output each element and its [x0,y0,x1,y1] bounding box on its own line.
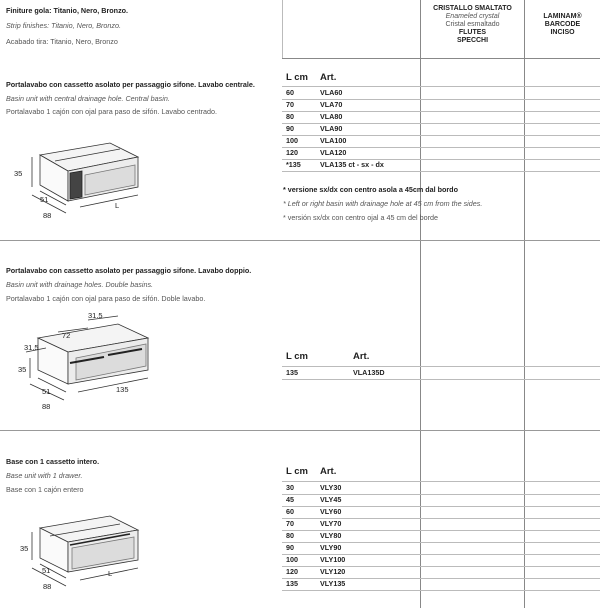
row-length: *135 [286,160,301,169]
section3-dim-h: 35 [20,544,29,553]
section2-dim-l: 135 [116,385,129,394]
section3-col-art: Art. [320,466,337,477]
table-row [286,542,600,554]
row-article: VLA100 [320,136,347,145]
table-row [286,506,600,518]
section2-title-en: Basin unit with drainage holes. Double basins. [6,280,154,289]
header-left-rule [282,0,283,58]
section2-dim-left: 31.5 [24,343,39,352]
finish-title-es: Acabado tira: Titanio, Nero, Bronzo [6,37,118,46]
table-row [286,123,600,135]
row-article: VLA80 [320,112,343,121]
cristallo-en: Enameled crystal [445,13,500,20]
section1-col-l: L cm [286,72,309,83]
row-article: VLY80 [320,531,342,540]
row-article: VLA70 [320,100,343,109]
row-article: VLY100 [320,555,346,564]
inciso-label: INCISO [550,29,575,36]
section2-dim-w: 88 [42,402,51,411]
row-length: 80 [286,531,294,540]
row-length: 60 [286,507,294,516]
section2-title: Portalavabo con cassetto asolato per passaggio sifone. Lavabo doppio. [6,266,252,275]
section2-col-art: Art. [353,351,370,362]
row-rule [282,590,600,591]
table-row [286,566,600,578]
section1-dim-h: 35 [14,169,23,178]
table-row [286,147,600,159]
section1-col-art: Art. [320,72,337,83]
row-article: VLY60 [320,507,342,516]
table-row [286,99,600,111]
row-article: VLY90 [320,543,342,552]
section3-drawing [10,510,145,605]
section2-drawing [8,308,158,418]
row-length: 90 [286,543,294,552]
row-rule [282,171,600,172]
section3-title-en: Base unit with 1 drawer. [6,471,83,480]
section1-dim-l: L [115,201,120,210]
section2-dim-d: 51 [42,387,51,396]
row-rule [282,379,600,380]
table-row [286,135,600,147]
row-article: VLA90 [320,124,343,133]
row-length: 60 [286,88,294,97]
flutes-label: FLUTES [458,29,487,36]
section3-col-l: L cm [286,466,309,477]
table-row [286,367,600,379]
barcode-label: BARCODE [544,21,581,28]
section3-dim-d: 51 [42,566,51,575]
section1-note-es: * versión sx/dx con centro ojal a 45 cm del borde [283,213,439,222]
table-row [286,159,600,171]
row-article: VLA135 ct - sx - dx [320,160,384,169]
row-article: VLY45 [320,495,342,504]
section1-drawing [10,135,145,230]
row-article: VLY30 [320,483,342,492]
row-length: 70 [286,519,294,528]
row-length: 120 [286,567,298,576]
section-divider-1 [0,240,600,241]
row-length: 30 [286,483,294,492]
row-length: 45 [286,495,294,504]
section1-dim-d: 51 [40,195,49,204]
row-article: VLA120 [320,148,347,157]
header-cristallo [421,5,524,45]
row-length: 135 [286,368,298,377]
row-article: VLY70 [320,519,342,528]
cristallo-label: CRISTALLO SMALTATO [433,5,512,12]
row-length: 135 [286,579,298,588]
table-row [286,530,600,542]
cristallo-es: Cristal esmaltado [445,21,500,28]
row-length: 90 [286,124,294,133]
row-length: 120 [286,148,298,157]
header-bottom-rule [282,58,600,59]
section1-dim-w: 88 [43,211,52,220]
section3-title-es: Base con 1 cajón entero [6,485,84,494]
finish-title-en: Strip finishes: Titanio, Nero, Bronzo. [6,21,121,30]
section2-dim-mid: 72 [62,331,71,340]
section-divider-2 [0,430,600,431]
section2-col-l: L cm [286,351,309,362]
finish-title: Finiture gola: Titanio, Nero, Bronzo. [6,6,129,15]
row-article: VLY120 [320,567,346,576]
row-article: VLA60 [320,88,343,97]
table-row [286,87,600,99]
table-row [286,494,600,506]
section2-title-es: Portalavabo 1 cajón con ojal para paso de sifón. Doble lavabo. [6,294,206,303]
section1-title-en: Basin unit with central drainage hole. Central basin. [6,94,170,103]
row-article: VLY135 [320,579,346,588]
section3-title: Base con 1 cassetto intero. [6,457,100,466]
row-length: 70 [286,100,294,109]
table-row [286,482,600,494]
section1-note-it: * versione sx/dx con centro asola a 45cm dal bordo [283,185,458,194]
row-length: 80 [286,112,294,121]
row-length: 100 [286,136,298,145]
table-row [286,111,600,123]
section3-dim-l: L [108,569,113,578]
section1-title: Portalavabo con cassetto asolato per passaggio sifone. Lavabo centrale. [6,80,255,89]
section2-dim-h: 35 [18,365,27,374]
table-row [286,578,600,590]
specchi-label: SPECCHI [456,37,489,44]
section1-note-en: * Left or right basin with drainage hole at 45 cm from the sides. [283,199,483,208]
table-row [286,554,600,566]
section1-title-es: Portalavabo 1 cajón con ojal para paso de sifón. Lavabo centrado. [6,107,217,116]
section2-dim-top: 31.5 [88,311,103,320]
header-laminam [525,13,600,37]
row-length: 100 [286,555,298,564]
section3-dim-w: 88 [43,582,52,591]
row-article: VLA135D [353,368,385,377]
laminam-label: LAMINAM® [543,13,582,20]
table-row [286,518,600,530]
